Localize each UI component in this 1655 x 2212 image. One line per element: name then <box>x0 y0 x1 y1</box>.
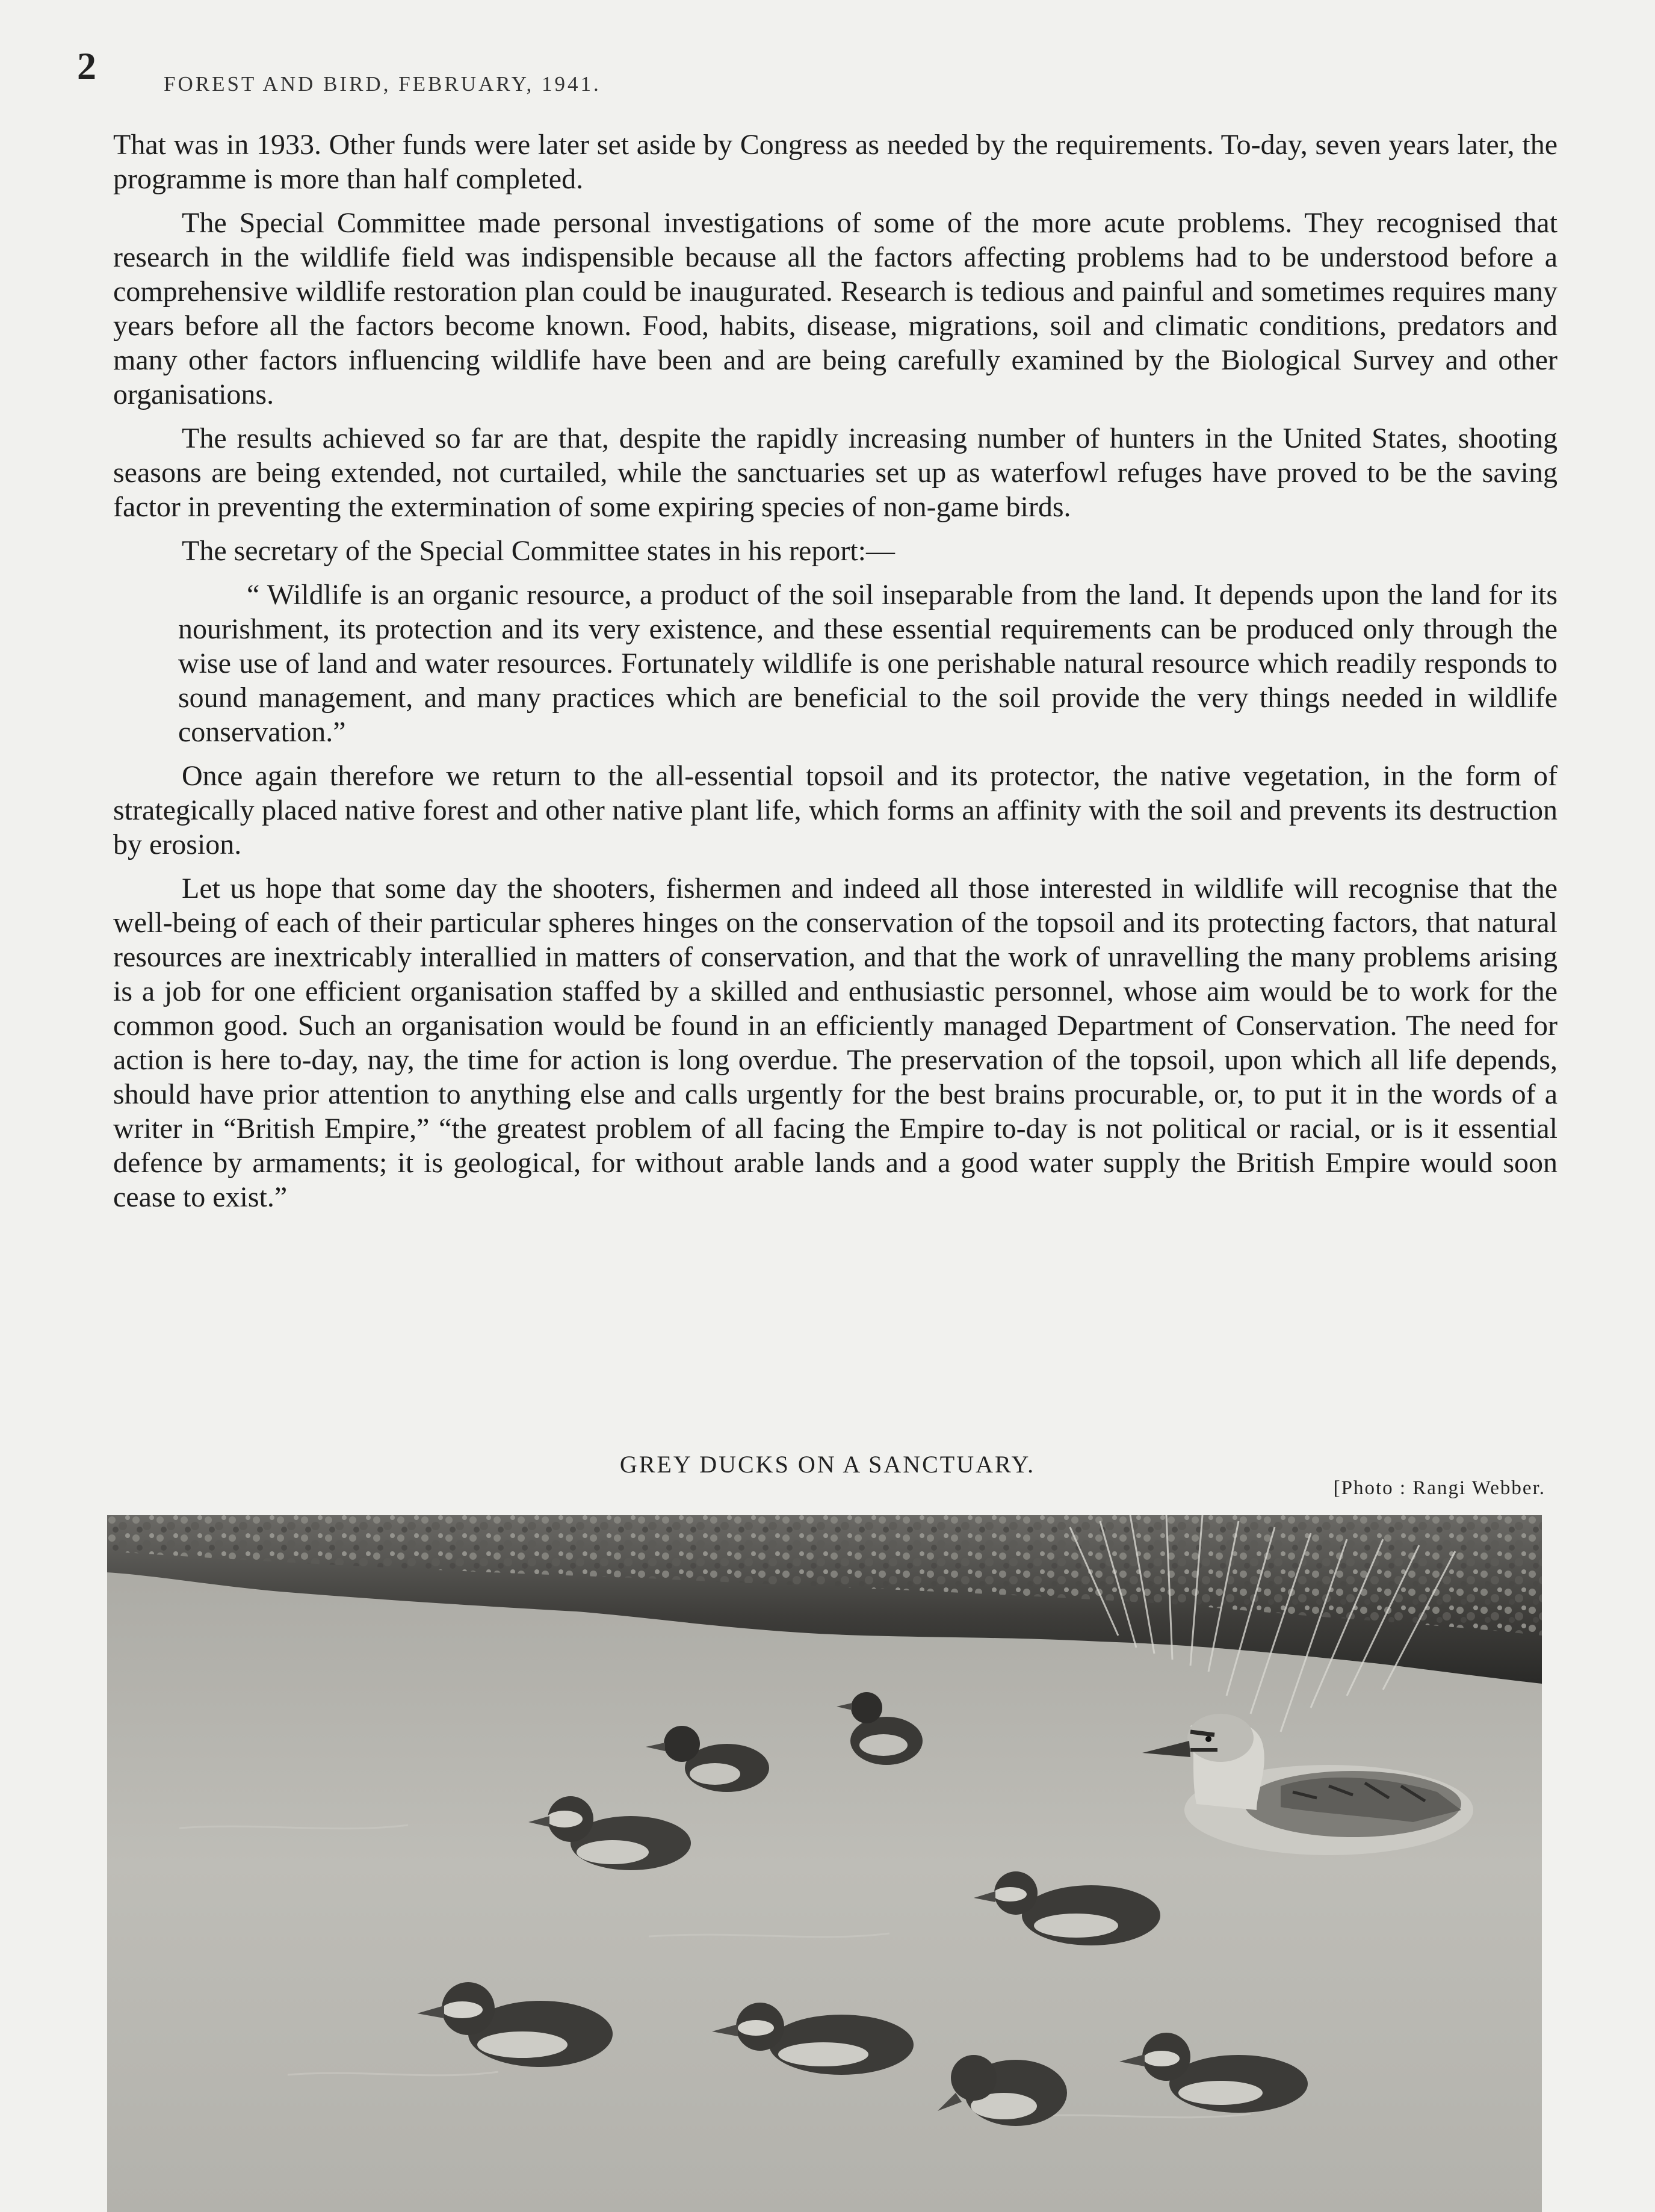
paragraph-1: That was in 1933. Other funds were later set aside by Congress as needed by the requirements. To-day, seven years later, the programme is more than half completed. <box>113 129 1558 195</box>
duck-photo <box>107 1515 1542 2212</box>
page-number: 2 <box>77 45 96 87</box>
report-quote: “ Wildlife is an organic resource, a product of the soil inseparable from the land. It depends upon the land for its nourishment, its protection and its very existence, and these essential requirements can be produced only through the wise use of land and water resources. Fortunately wildlife is one perishable natural resource which readily responds to sound management, and many practices which are beneficial to the soil provide the very things needed in wildlife conservation.” <box>178 579 1558 748</box>
article-body <box>113 128 1558 1224</box>
paragraph-3: The results achieved so far are that, despite the rapidly increasing number of hunters in the United States, shooting seasons are being extended, not curtailed, while the sanctuaries set up as waterfowl refuges have proved to be the saving factor in preventing the extermination of some expiring species of non-game birds. <box>113 422 1558 523</box>
paragraph-4: The secretary of the Special Committee states in his report:— <box>182 535 895 567</box>
running-head: FOREST AND BIRD, FEBRUARY, 1941. <box>164 72 601 96</box>
paragraph-2: The Special Committee made personal investigations of some of the more acute problems. They recognised that research in the wildlife field was indispensible because all the factors affecting problems had to be understood before a comprehensive wildlife restoration plan could be inaugurated. Research is tedious and painful and sometimes requires many years before all the factors become known. Food, habits, disease, migrations, soil and climatic conditions, predators and many other factors influencing wildlife have been and are being carefully examined by the Biological Survey and other organisations. <box>113 207 1558 410</box>
photo-credit: [Photo : Rangi Webber. <box>1333 1477 1545 1499</box>
paragraph-5: Once again therefore we return to the all-essential topsoil and its protector, the native vegetation, in the form of strategically placed native forest and other native plant life, which forms an affinity with the soil and prevents its destruction by erosion. <box>113 760 1558 860</box>
figure-caption: GREY DUCKS ON A SANCTUARY. <box>619 1451 1036 1478</box>
paragraph-6: Let us hope that some day the shooters, fishermen and indeed all those interested in wildlife will recognise that the well-being of each of their particular spheres hinges on the conservation of the topsoil and its protecting factors, that natural resources are inextricably interallied in matters of conservation, and that the work of unravelling the many problems arising is a job for one efficient organisation staffed by a skilled and enthusiastic personnel, whose aim would be to work for the common good. Such an organisation would be found in an efficiently managed Department of Conservation. The need for action is here to-day, nay, the time for action is long overdue. The preservation of the topsoil, upon which all life depends, should have prior attention to anything else and calls urgently for the best brains procurable, or, to put it in the words of a writer in “British Empire,” “the greatest problem of all facing the Empire to-day is not political or racial, or is it essential defence by armaments; it is geological, for without arable lands and a good water supply the British Empire would soon cease to exist.” <box>113 873 1558 1213</box>
